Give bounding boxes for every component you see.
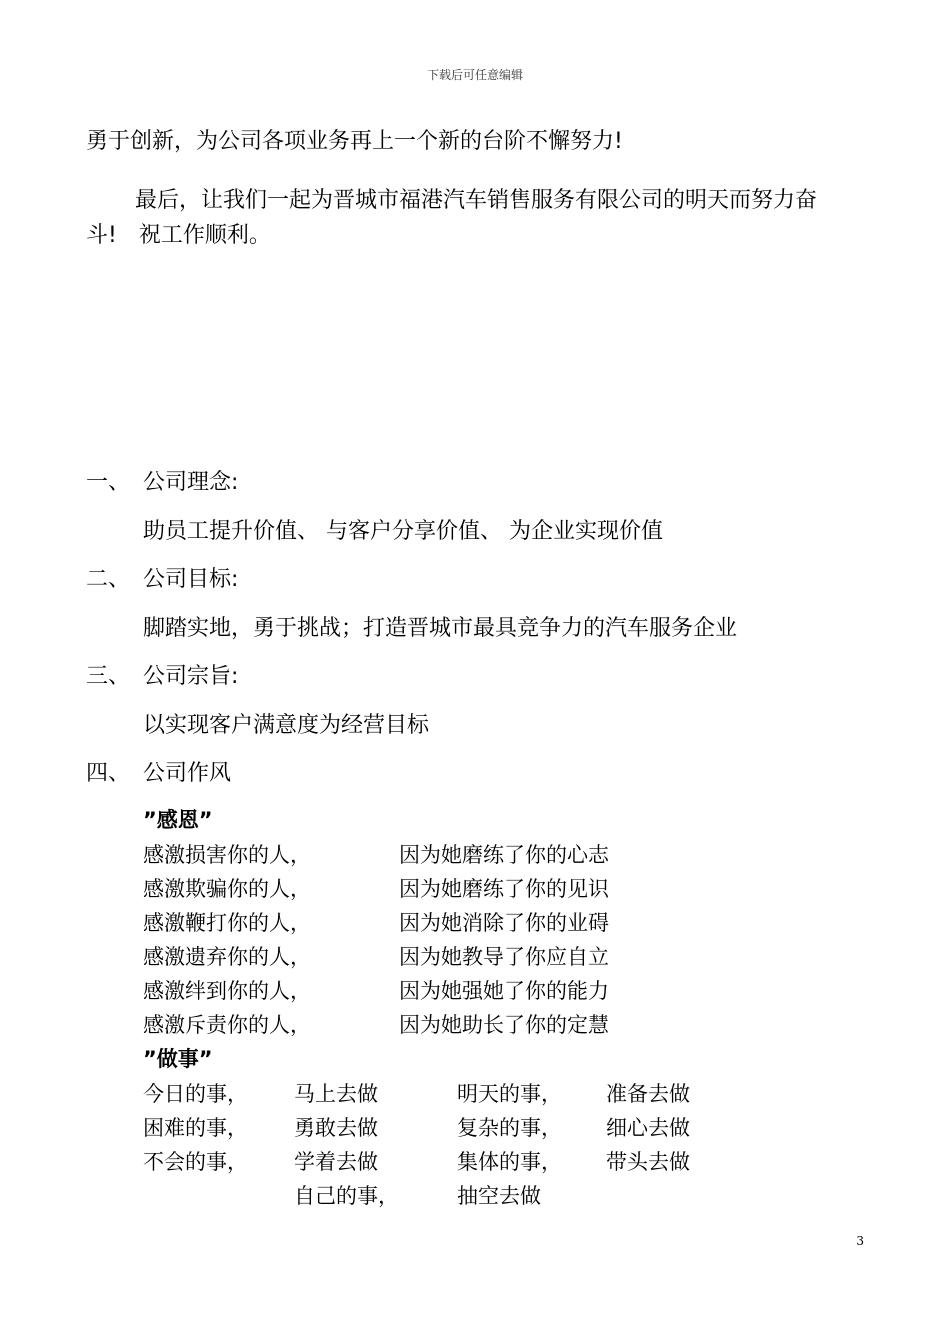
ganen-row-4-left: 感激遗弃你的人， xyxy=(143,945,311,969)
section-2-number: 二、 xyxy=(86,567,131,592)
zuoshi-row-3-c2: 学着去做 xyxy=(294,1150,378,1174)
ganen-row-4-right: 因为她教导了你应自立 xyxy=(399,945,609,969)
section-1-number: 一、 xyxy=(86,470,131,495)
zuoshi-row-3-c1: 不会的事， xyxy=(143,1150,248,1174)
zuoshi-row-1-c3: 明天的事， xyxy=(457,1082,562,1106)
ganen-row-5-right: 因为她强她了你的能力 xyxy=(399,979,609,1003)
zuoshi-row-3-c3: 集体的事， xyxy=(457,1150,562,1174)
section-3-number: 三、 xyxy=(86,664,131,689)
ganen-row-2-left: 感激欺骗你的人， xyxy=(143,877,311,901)
ganen-row-3-right: 因为她消除了你的业碍 xyxy=(399,911,609,935)
zuoshi-row-2-c4: 细心去做 xyxy=(606,1116,690,1140)
section-2-body: 脚踏实地，勇于挑战；打造晋城市最具竞争力的汽车服务企业 xyxy=(143,616,738,641)
ganen-row-3-left: 感激鞭打你的人， xyxy=(143,911,311,935)
intro-line-1: 勇于创新，为公司各项业务再上一个新的台阶不懈努力! xyxy=(86,129,623,154)
ganen-row-6-right: 因为她助长了你的定慧 xyxy=(399,1013,609,1037)
ganen-row-1-left: 感激损害你的人， xyxy=(143,843,311,867)
section-4-number: 四、 xyxy=(86,761,131,786)
section-1-body: 助员工提升价值、 与客户分享价值、 为企业实现价值 xyxy=(143,519,663,544)
ganen-title: ”感恩” xyxy=(143,808,213,832)
ganen-row-2-right: 因为她磨练了你的见识 xyxy=(399,877,609,901)
zuoshi-row-2-c3: 复杂的事， xyxy=(457,1116,562,1140)
zuoshi-row-2-c2: 勇敢去做 xyxy=(294,1116,378,1140)
section-3-body: 以实现客户满意度为经营目标 xyxy=(143,713,430,738)
section-1-title: 公司理念: xyxy=(143,470,239,495)
section-3-title: 公司宗旨: xyxy=(143,664,239,689)
section-4-title: 公司作风 xyxy=(143,761,232,786)
ganen-row-1-right: 因为她磨练了你的心志 xyxy=(399,843,609,867)
zuoshi-row-2-c1: 困难的事， xyxy=(143,1116,248,1140)
zuoshi-last-c1: 自己的事， xyxy=(294,1184,399,1208)
zuoshi-row-1-c2: 马上去做 xyxy=(294,1082,378,1106)
zuoshi-title: ”做事” xyxy=(143,1047,213,1071)
intro-line-3: 斗! 祝工作顺利。 xyxy=(86,223,271,248)
zuoshi-last-c2: 抽空去做 xyxy=(457,1184,541,1208)
zuoshi-row-1-c4: 准备去做 xyxy=(606,1082,690,1106)
intro-line-2: 最后，让我们一起为晋城市福港汽车销售服务有限公司的明天而努力奋 xyxy=(135,188,818,213)
page-header: 下载后可任意编辑 xyxy=(426,68,523,82)
zuoshi-row-1-c1: 今日的事， xyxy=(143,1082,248,1106)
zuoshi-row-3-c4: 带头去做 xyxy=(606,1150,690,1174)
page-number: 3 xyxy=(856,1234,864,1248)
ganen-row-6-left: 感激斥责你的人， xyxy=(143,1013,311,1037)
section-2-title: 公司目标: xyxy=(143,567,239,592)
ganen-row-5-left: 感激绊到你的人， xyxy=(143,979,311,1003)
